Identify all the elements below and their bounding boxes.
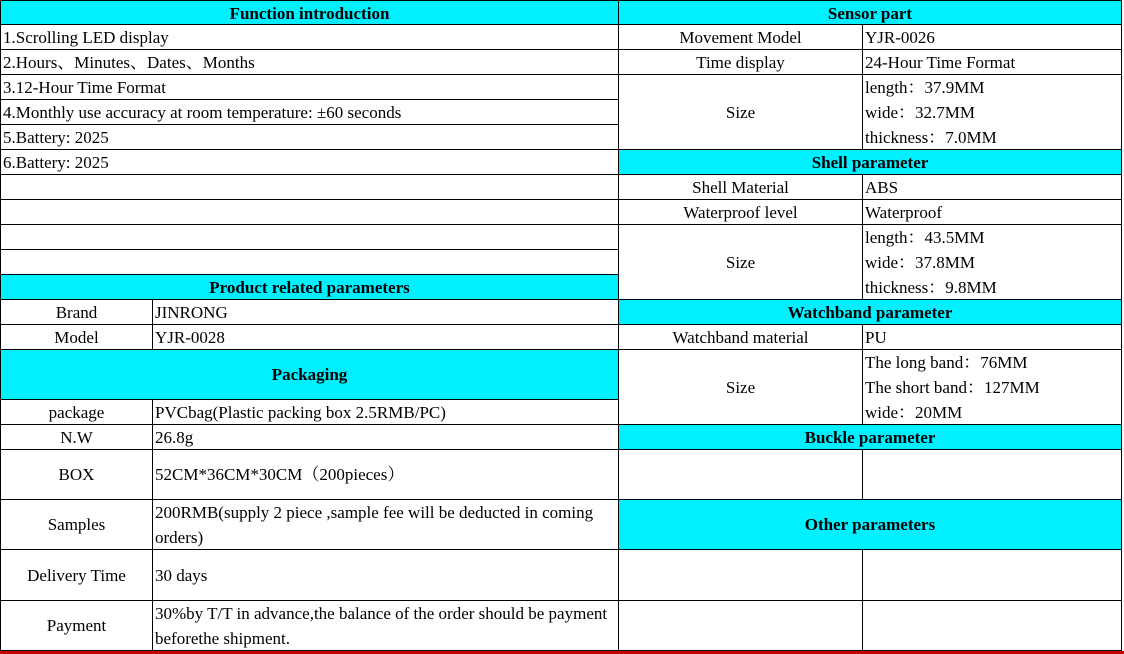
function-intro-header: Function introduction <box>0 0 619 25</box>
function-item <box>0 250 619 275</box>
buckle-parameter-header: Buckle parameter <box>619 425 1122 450</box>
payment-label: Payment <box>0 601 153 651</box>
function-item <box>0 175 619 200</box>
watchband-material-value: PU <box>863 325 1122 350</box>
watchband-size-label: Size <box>619 350 863 425</box>
box-label: BOX <box>0 450 153 500</box>
function-item: 4.Monthly use accuracy at room temperature: ±60 seconds <box>0 100 619 125</box>
waterproof-level-label: Waterproof level <box>619 200 863 225</box>
delivery-time-label: Delivery Time <box>0 550 153 601</box>
function-item: 5.Battery: 2025 <box>0 125 619 150</box>
shell-size-values <box>863 225 1122 300</box>
model-value: YJR-0028 <box>153 325 619 350</box>
shell-parameter-header: Shell parameter <box>619 150 1122 175</box>
watchband-parameter-header: Watchband parameter <box>619 300 1122 325</box>
samples-value: 200RMB(supply 2 piece ,sample fee will be deducted in coming orders) <box>153 500 619 550</box>
brand-label: Brand <box>0 300 153 325</box>
function-item: 1.Scrolling LED display <box>0 25 619 50</box>
function-item: 3.12-Hour Time Format <box>0 75 619 100</box>
function-item <box>0 225 619 250</box>
other-empty-cell <box>863 601 1122 651</box>
packaging-header: Packaging <box>0 350 619 400</box>
buckle-empty-cell <box>863 450 1122 500</box>
delivery-time-value: 30 days <box>153 550 619 601</box>
sensor-size-values <box>863 75 1122 150</box>
sensor-size-thickness: thickness：7.0MM <box>865 128 997 147</box>
watchband-short-band: The short band：127MM <box>865 378 1040 397</box>
buckle-empty-cell <box>619 450 863 500</box>
shell-material-label: Shell Material <box>619 175 863 200</box>
net-weight-label: N.W <box>0 425 153 450</box>
movement-model-value: YJR-0026 <box>863 25 1122 50</box>
box-value: 52CM*36CM*30CM（200pieces） <box>153 450 619 500</box>
watchband-wide: wide：20MM <box>865 403 963 422</box>
model-label: Model <box>0 325 153 350</box>
function-item: 2.Hours、Minutes、Dates、Months <box>0 50 619 75</box>
sensor-size-wide: wide：32.7MM <box>865 103 976 122</box>
net-weight-value: 26.8g <box>153 425 619 450</box>
shell-material-value: ABS <box>863 175 1122 200</box>
sensor-size-length: length：37.9MM <box>865 78 985 97</box>
time-display-label: Time display <box>619 50 863 75</box>
other-empty-cell <box>863 550 1122 601</box>
function-item <box>0 200 619 225</box>
other-empty-cell <box>619 550 863 601</box>
package-value: PVCbag(Plastic packing box 2.5RMB/PC) <box>153 400 619 425</box>
brand-value: JINRONG <box>153 300 619 325</box>
shell-size-length: length：43.5MM <box>865 228 985 247</box>
sensor-size-label: Size <box>619 75 863 150</box>
watchband-material-label: Watchband material <box>619 325 863 350</box>
samples-label: Samples <box>0 500 153 550</box>
package-label: package <box>0 400 153 425</box>
watchband-size-values <box>863 350 1122 425</box>
product-related-header: Product related parameters <box>0 275 619 300</box>
payment-value: 30%by T/T in advance,the balance of the order should be payment beforethe shipment. <box>153 601 619 651</box>
waterproof-level-value: Waterproof <box>863 200 1122 225</box>
other-empty-cell <box>619 601 863 651</box>
time-display-value: 24-Hour Time Format <box>863 50 1122 75</box>
other-parameters-header: Other parameters <box>619 500 1122 550</box>
shell-size-label: Size <box>619 225 863 300</box>
sensor-part-header: Sensor part <box>619 0 1122 25</box>
watchband-long-band: The long band：76MM <box>865 353 1028 372</box>
function-item: 6.Battery: 2025 <box>0 150 619 175</box>
shell-size-wide: wide：37.8MM <box>865 253 976 272</box>
shell-size-thickness: thickness：9.8MM <box>865 278 997 297</box>
movement-model-label: Movement Model <box>619 25 863 50</box>
